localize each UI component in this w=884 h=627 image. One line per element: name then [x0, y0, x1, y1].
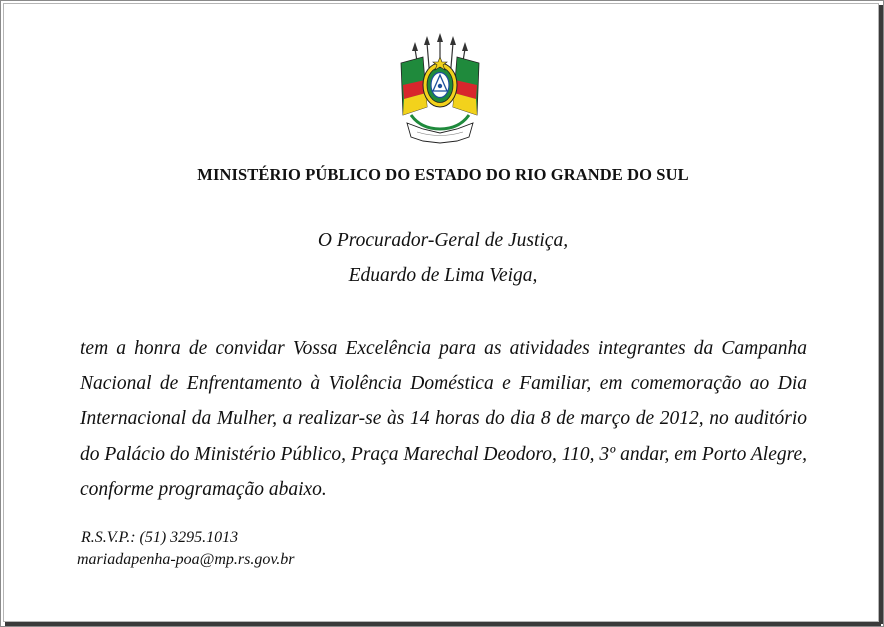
page-shadow-right	[879, 5, 883, 624]
attorney-general-name: Eduardo de Lima Veiga,	[348, 265, 538, 286]
rsvp-email: mariadapenha-poa@mp.rs.gov.br	[77, 551, 295, 568]
attorney-general-title: O Procurador-Geral de Justiça,	[317, 230, 569, 251]
rsvp-phone: R.S.V.P.: (51) 3295.1013	[81, 529, 239, 546]
invitation-body: tem a honra de convidar Vossa Excelência para as atividades integrantes da Campanha Nacional de Enfrentamento à Violência Doméstica e Familiar, em comemoração ao Dia Internacional da Mulher, a realizar-se às 14 horas do dia 8 de março de 2012, no auditório do Palácio do Ministério Público, Praça Marechal Deodoro, 110, 3º andar, em Porto Alegre, conforme programação abaixo.	[80, 338, 807, 500]
ministry-heading: MINISTÉRIO PÚBLICO DO ESTADO DO RIO GRANDE DO SUL	[197, 165, 689, 184]
coat-of-arms-icon	[393, 33, 487, 145]
page-shadow-bottom	[5, 622, 881, 626]
